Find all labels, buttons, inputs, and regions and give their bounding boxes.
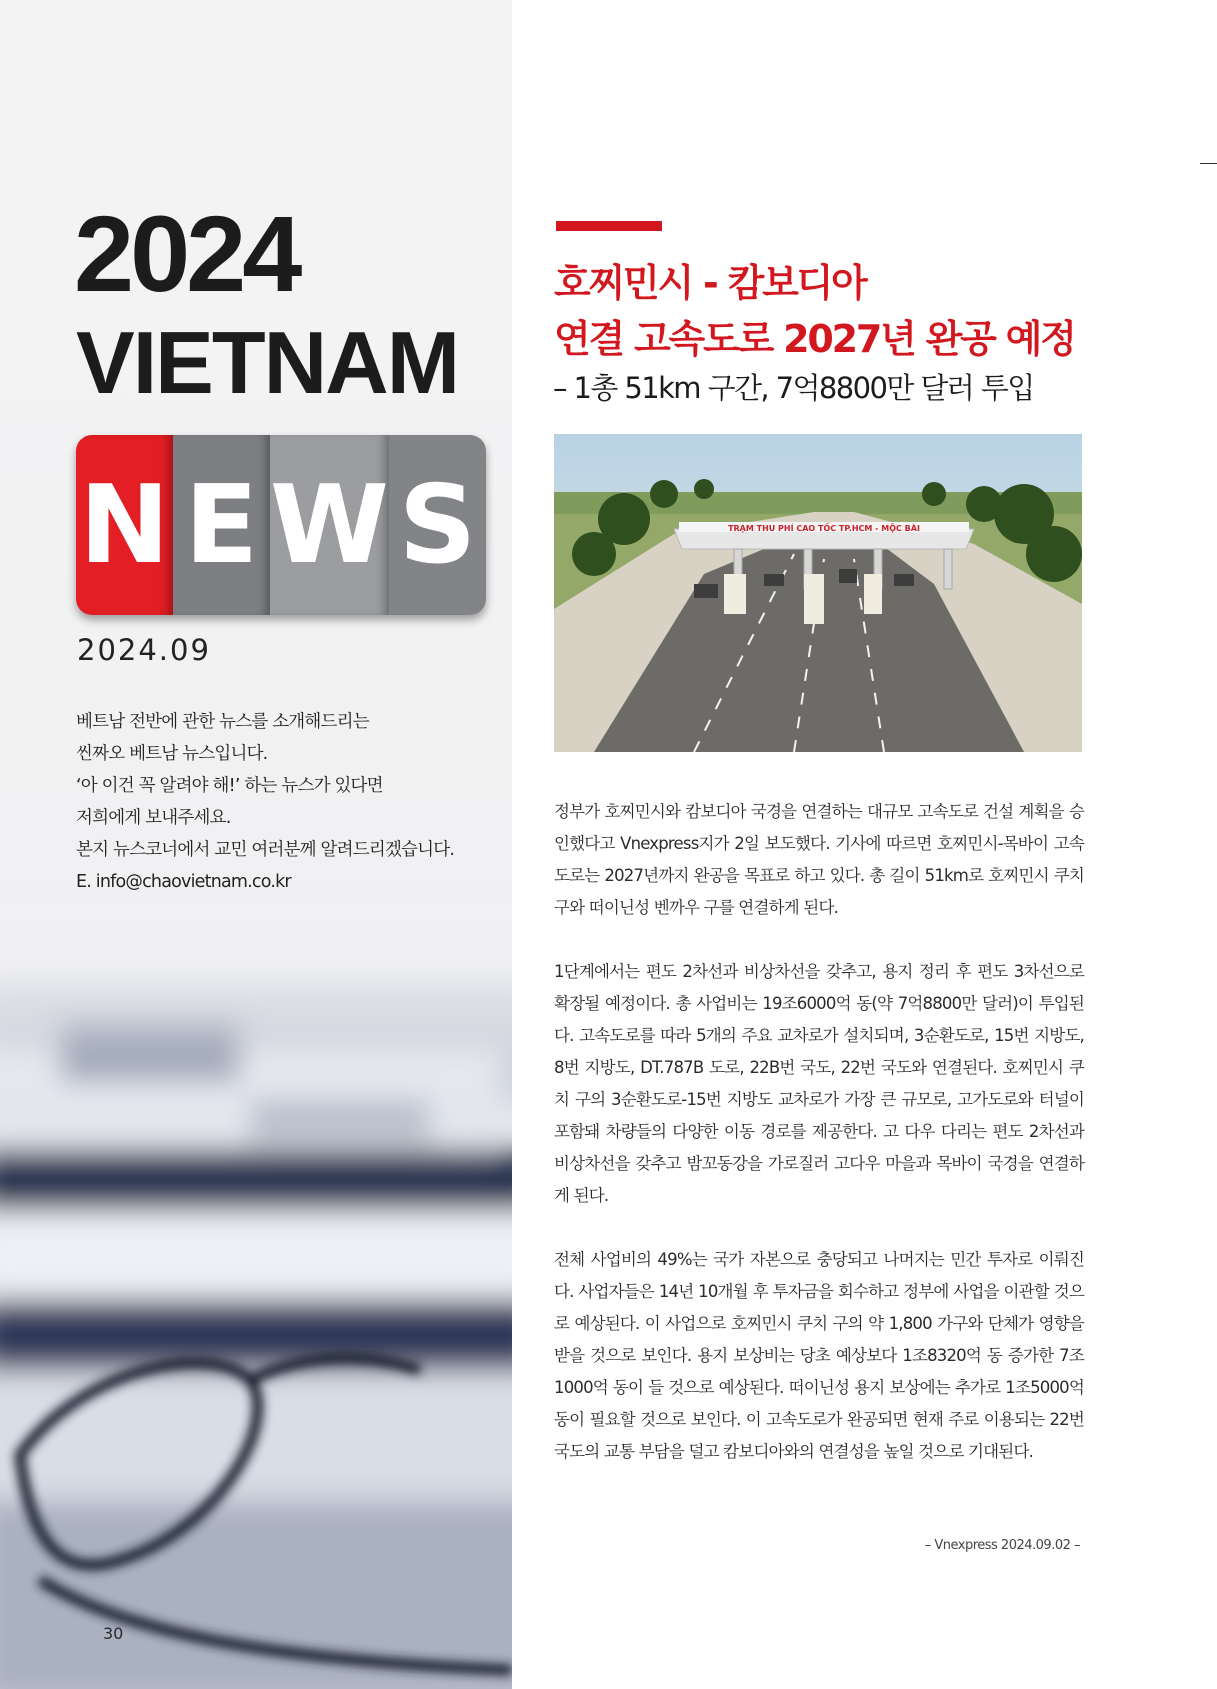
- article-body: [554, 796, 1084, 1500]
- article-paragraph: 정부가 호찌민시와 캄보디아 국경을 연결하는 대규모 고속도로 건설 계획을 승인했다고 Vnexpress지가 2일 보도했다. 기사에 따르면 호찌민시-목바이 고속도로는 2027년까지 완공을 목표로 하고 있다. 총 길이 51km로 호찌민시 쿠치 구와 떠이닌성 벤까우 구를 연결하게 된다.: [554, 802, 1084, 917]
- edge-mark: [1200, 163, 1217, 164]
- intro-line: 씬짜오 베트남 뉴스입니다.: [76, 744, 268, 764]
- intro-line: 저희에게 보내주세요.: [76, 808, 231, 828]
- news-logo-letter-w: W: [270, 435, 389, 615]
- issue-date: 2024.09: [77, 633, 211, 667]
- toll-plaza-sign: TRẠM THU PHÍ CAO TỐC TP.HCM - MỘC BÀI: [728, 524, 920, 533]
- article-subheadline: – 1총 51km 구간, 7억8800만 달러 투입: [553, 371, 1034, 405]
- intro-line: ‘아 이건 꼭 알려야 해!’ 하는 뉴스가 있다면: [76, 776, 383, 796]
- intro-line: 본지 뉴스코너에서 교민 여러분께 알려드리겠습니다.: [76, 840, 455, 860]
- left-column: [0, 0, 512, 1689]
- masthead-year: 2024: [74, 193, 299, 314]
- news-logo-letter-s: S: [389, 435, 486, 615]
- article-headline: [554, 255, 1114, 367]
- article-paragraph: 전체 사업비의 49%는 국가 자본으로 충당되고 나머지는 민간 투자로 이뤄진다. 사업자들은 14년 10개월 후 투자금을 회수하고 정부에 사업을 이관할 것으로 예상된다. 이 사업으로 호찌민시 쿠치 구의 약 1,800 가구와 단체가 영향을 받을 것으로 보인다. 용지 보상비는 당초 예상보다 1조8320억 동 증가한 7조1000억 동이 들 것으로 예상된다. 떠이닌성 용지 보상에는 추가로 1조5000억 동이 필요할 것으로 보인다. 이 고속도로가 완공되면 현재 주로 이용되는 22번 국도의 교통 부담을 덜고 캄보디아와의 연결성을 높일 것으로 기대된다.: [554, 1250, 1084, 1461]
- article-paragraph: 1단계에서는 편도 2차선과 비상차선을 갖추고, 용지 정리 후 편도 3차선으로 확장될 예정이다. 총 사업비는 19조6000억 동(약 7억8800만 달러)이 투입된다. 고속도로를 따라 5개의 주요 교차로가 설치되며, 3순환도로, 15번 지방도, 8번 지방도, DT.787B 도로, 22B번 국도, 22번 국도와 연결된다. 호찌민시 쿠치 구의 3순환도로-15번 지방도 교차로가 가장 큰 규모로, 고가도로와 터널이 포함돼 차량들의 다양한 이동 경로를 제공한다. 고 다우 다리는 편도 2차선과 비상차선을 갖추고 밤꼬동강을 가로질러 고다우 마을과 목바이 국경을 연결하게 된다.: [554, 962, 1084, 1205]
- newspaper-glasses-photo: [0, 900, 512, 1689]
- contact-email[interactable]: E. info@chaovietnam.co.kr: [76, 872, 291, 892]
- intro-line: 베트남 전반에 관한 뉴스를 소개해드리는: [76, 712, 369, 732]
- article-source: – Vnexpress 2024.09.02 –: [924, 1538, 1080, 1553]
- toll-plaza-image: [554, 434, 1082, 752]
- news-logo-letter-n: N: [76, 435, 173, 615]
- headline-line: 연결 고속도로 2027년 완공 예정: [554, 317, 1075, 361]
- news-logo-letter-e: E: [173, 435, 270, 615]
- page-number: 30: [103, 1624, 124, 1643]
- accent-bar: [556, 221, 662, 231]
- headline-line: 호찌민시 - 캄보디아: [554, 261, 866, 305]
- news-logo: [76, 435, 486, 615]
- masthead-country: VIETNAM: [76, 313, 458, 412]
- intro-text: [76, 706, 496, 898]
